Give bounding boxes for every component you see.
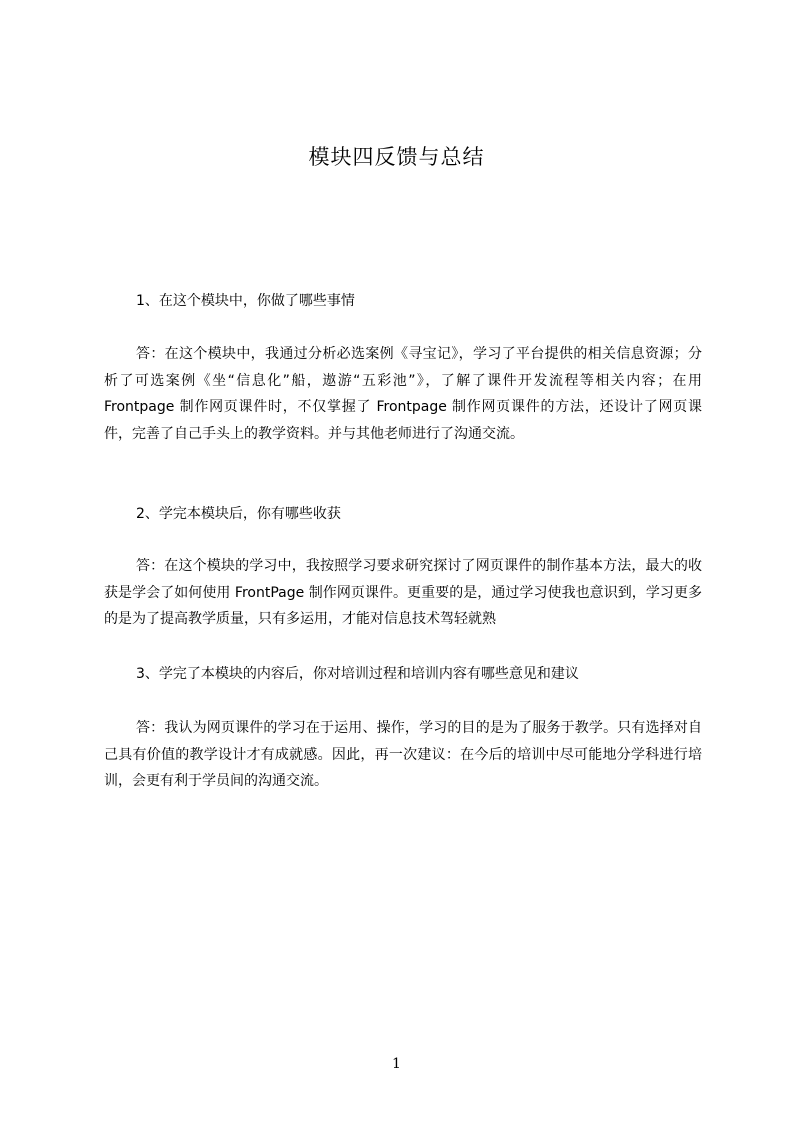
answer-2: 答：在这个模块的学习中，我按照学习要求研究探讨了网页课件的制作基本方法，最大的收获是学会了如何使用 FrontPage 制作网页课件。更重要的是，通过学习使我也意识到，学习更多的是为了提高教学质量，只有多运用，才能对信息技术驾轻就熟 xyxy=(104,558,702,627)
document-title: 模块四反馈与总结 xyxy=(308,145,485,169)
page-number: 1 xyxy=(392,1056,401,1072)
answer-1: 答：在这个模块中，我通过分析必选案例《寻宝记》，学习了平台提供的相关信息资源；分析了可选案例《坐“信息化”船，遨游“五彩池”》，了解了课件开发流程等相关内容；在用 Frontpage 制作网页课件时，不仅掌握了 Frontpage 制作网页课件的方法，还设计了网页课件，完善了自己手头上的教学资料。并与其他老师进行了沟通交流。 xyxy=(104,346,702,442)
question-1: 1、在这个模块中，你做了哪些事情 xyxy=(136,293,355,309)
answer-3: 答：我认为网页课件的学习在于运用、操作，学习的目的是为了服务于教学。只有选择对自己具有价值的教学设计才有成就感。因此，再一次建议：在今后的培训中尽可能地分学科进行培训，会更有利于学员间的沟通交流。 xyxy=(104,720,702,789)
question-2: 2、学完本模块后，你有哪些收获 xyxy=(136,506,341,522)
question-3: 3、学完了本模块的内容后，你对培训过程和培训内容有哪些意见和建议 xyxy=(136,666,579,682)
